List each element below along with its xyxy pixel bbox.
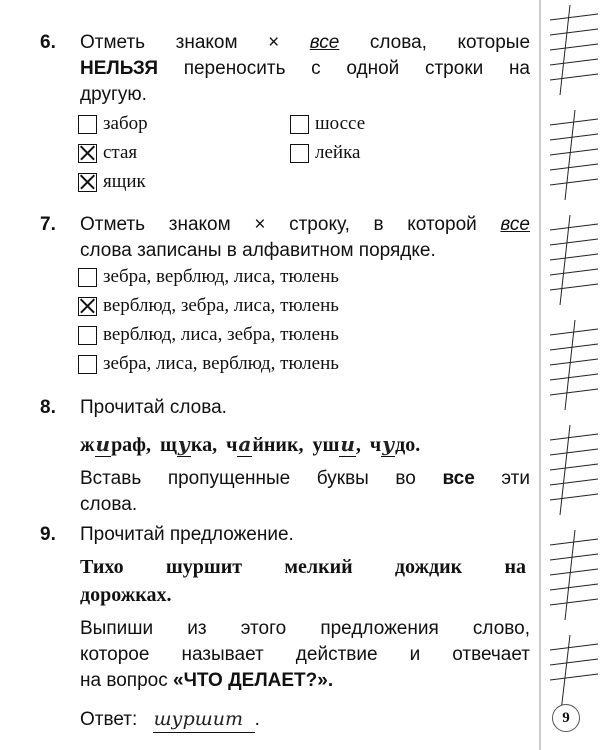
answer-field[interactable]: шуршит (153, 706, 255, 733)
page-number: 9 (552, 704, 580, 732)
answer-line (80, 706, 530, 733)
option-label: верблюд, лиса, зебра, тюлень (103, 324, 339, 345)
task-9-question-3 (80, 668, 530, 694)
option-staya[interactable] (78, 142, 137, 164)
emphasis: «ЧТО ДЕЛАЕТ?». (173, 670, 334, 691)
task-7-line-2: слова записаны в алфавитном порядке. (80, 240, 436, 261)
task-6-line-1 (80, 30, 530, 56)
task-number: 6. (40, 32, 56, 53)
task-number: 9. (40, 524, 56, 545)
task-9-title: Прочитай предложение. (80, 524, 294, 545)
checkbox[interactable] (78, 268, 97, 287)
task-number: 7. (40, 214, 56, 235)
task-9-question-1: Выпиши из этого предложения слово, (80, 618, 530, 639)
task-6-line-3: другую. (80, 84, 147, 105)
task-6 (40, 30, 530, 108)
option-label: верблюд, зебра, лиса, тюлень (103, 295, 339, 316)
checkbox[interactable] (290, 144, 309, 163)
emphasis: все (442, 468, 475, 489)
option-label: ящик (103, 171, 146, 192)
filled-letter: у (177, 432, 190, 456)
option-label: зебра, верблюд, лиса, тюлень (103, 266, 339, 287)
sentence-line-2: дорожках. (80, 584, 172, 606)
text: на вопрос (80, 670, 168, 691)
checkbox-checked[interactable] (78, 297, 97, 316)
sentence-line-1: Тихо шуршит мелкий дождик на (80, 556, 526, 578)
word-part: , (355, 434, 361, 456)
task-7 (40, 212, 530, 264)
task-6-line-2 (80, 56, 530, 82)
word-part: до. (395, 434, 421, 456)
option-row-3[interactable] (78, 324, 339, 346)
word-part: йник, (252, 434, 304, 456)
word-part: уш (312, 434, 340, 456)
task-8-title: Прочитай слова. (80, 397, 227, 418)
filled-letter: а (238, 432, 252, 456)
option-row-1[interactable] (78, 266, 339, 288)
text: Отметь знаком × строку, в которой (80, 214, 477, 235)
option-label: шоссе (315, 113, 366, 134)
filled-letter: у (382, 432, 395, 456)
filled-letter: и (95, 432, 111, 456)
text: Вставь пропущенные буквы во (80, 468, 416, 489)
word-part: ка, (190, 434, 218, 456)
answer-label: Ответ: (80, 709, 138, 730)
checkbox[interactable] (78, 355, 97, 374)
task-number: 8. (40, 397, 56, 418)
word-part: щ (160, 434, 177, 456)
emphasis: НЕЛЬЗЯ (80, 58, 158, 79)
text: эти (501, 468, 530, 489)
checkbox[interactable] (290, 115, 309, 134)
task-7-line-1 (80, 212, 530, 238)
option-label: лейка (315, 142, 361, 163)
emphasis: все (309, 32, 340, 53)
text: переносить с одной строки на (183, 58, 530, 79)
option-row-2[interactable] (78, 295, 339, 317)
words-line (80, 431, 530, 458)
option-label: забор (103, 113, 148, 134)
word-part: ч (226, 434, 238, 456)
task-8 (40, 395, 530, 518)
emphasis: все (500, 214, 530, 235)
checkbox-checked[interactable] (78, 173, 97, 192)
task-8-instruction-1 (80, 466, 530, 492)
word-part: ж (80, 434, 95, 456)
checkbox-checked[interactable] (78, 144, 97, 163)
text: . (254, 709, 260, 730)
filled-letter: и (340, 432, 355, 456)
handwriting-ruling (530, 0, 600, 750)
text: слова, которые (369, 32, 531, 53)
text: Отметь знаком × (80, 32, 280, 53)
option-label: стая (103, 142, 138, 163)
option-row-4[interactable] (78, 353, 339, 375)
word-part: ч (369, 434, 382, 456)
option-shosse[interactable] (290, 113, 365, 135)
option-yashchik[interactable] (78, 171, 146, 193)
word-part: раф, (111, 434, 152, 456)
task-8-instruction-2: слова. (80, 494, 138, 515)
checkbox[interactable] (78, 115, 97, 134)
task-9 (40, 522, 530, 733)
option-zabor[interactable] (78, 113, 148, 135)
option-leyka[interactable] (290, 142, 360, 164)
option-label: зебра, лиса, верблюд, тюлень (103, 353, 339, 374)
checkbox[interactable] (78, 326, 97, 345)
task-9-question-2: которое называет действие и отвечает (80, 644, 530, 665)
